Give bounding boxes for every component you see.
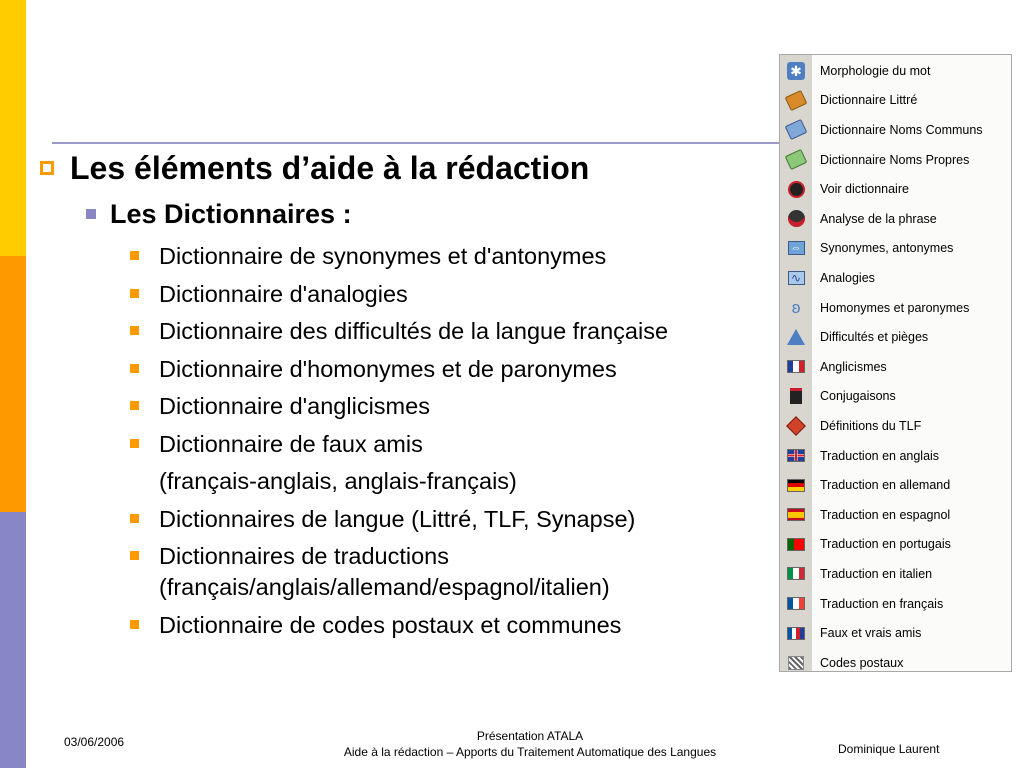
list-item-text: Dictionnaire de synonymes et d'antonymes [159,243,607,269]
warning-icon [787,328,805,346]
list-item-text: Dictionnaires de langue (Littré, TLF, Synapse) [159,506,636,532]
snowflake-icon: ✱ [787,62,805,80]
book-blue-icon [787,121,805,139]
menu-item-synonymes[interactable]: ⇔ Synonymes, antonymes [780,234,1012,264]
menu-item-analogies[interactable]: ∿ Analogies [780,263,1012,293]
list-item [130,391,430,422]
hollow-square-bullet-icon [40,161,54,175]
menu-item-noms-propres[interactable]: Dictionnaire Noms Propres [780,145,1012,175]
bullet-icon [130,439,139,448]
mixed-flags-icon [787,624,805,642]
bullet-icon [130,326,139,335]
bullet-icon [130,551,139,560]
menu-item-morphologie[interactable]: ✱ Morphologie du mot [780,56,1012,86]
footer-title-line1: Présentation ATALA [476,729,584,743]
menu-item-difficultes[interactable]: Difficultés et pièges [780,322,1012,352]
menu-item-anglicismes[interactable]: Anglicismes [780,352,1012,382]
heading-bullet-row [36,148,776,188]
slide-heading: Les éléments d’aide à la rédaction [70,149,590,186]
subheading-bullet-row [86,196,352,232]
menu-item-faux-amis[interactable]: Faux et vrais amis [780,618,1012,648]
side-strip-yellow [0,0,26,256]
uk-flag-icon [787,447,805,465]
side-strip-blue [0,512,26,768]
german-flag-icon [787,476,805,494]
bullet-icon [130,620,139,629]
book-green-icon [787,151,805,169]
menu-item-voir-dictionnaire[interactable]: Voir dictionnaire [780,174,1012,204]
menu-item-littre[interactable]: Dictionnaire Littré [780,86,1012,116]
italian-flag-icon [787,565,805,583]
menu-item-conjugaisons[interactable]: Conjugaisons [780,382,1012,412]
bullet-icon [130,251,139,260]
diamond-book-icon [787,417,805,435]
list-item-text: Dictionnaires de traductions [159,543,449,569]
list-item [130,279,408,310]
menu-item-anglais[interactable]: Traduction en anglais [780,441,1012,471]
list-item-continuation: (français-anglais, anglais-français) [159,468,517,494]
menu-item-espagnol[interactable]: Traduction en espagnol [780,500,1012,530]
menu-item-tlf[interactable]: Définitions du TLF [780,411,1012,441]
portuguese-flag-icon [787,535,805,553]
bug-icon [787,210,805,228]
side-strip-orange [0,256,26,512]
menu-item-allemand[interactable]: Traduction en allemand [780,470,1012,500]
menu-item-noms-communs[interactable]: Dictionnaire Noms Communs [780,115,1012,145]
slide-subheading: Les Dictionnaires : [110,198,352,229]
list-item [130,241,606,272]
bullet-icon [130,289,139,298]
bullet-icon [130,401,139,410]
arrows-icon: ⇔ [787,239,805,257]
dictionary-context-menu [779,54,1012,672]
list-item [130,354,617,385]
list-item-text: Dictionnaire d'homonymes et de paronymes [159,356,617,382]
footer-title-line2: Aide à la rédaction – Apports du Traitement Automatique des Langues [343,745,717,759]
menu-item-italien[interactable]: Traduction en italien [780,559,1012,589]
footer-title [300,728,760,760]
french-flag-icon [787,595,805,613]
list-item [130,504,635,535]
character-icon [787,180,805,198]
figure-icon [787,387,805,405]
menu-item-homonymes[interactable]: ʚ Homonymes et paronymes [780,293,1012,323]
bullet-icon [130,514,139,523]
list-item [130,429,423,460]
footer-date: 03/06/2006 [64,735,125,749]
title-divider [52,142,780,144]
flags-icon [787,358,805,376]
menu-item-codes-postaux[interactable]: Codes postaux [780,648,1012,672]
list-item-continuation: (français/anglais/allemand/espagnol/italien) [159,574,610,600]
menu-item-francais[interactable]: Traduction en français [780,589,1012,619]
list-item-text: Dictionnaire de codes postaux et communes [159,612,622,638]
list-item-text: Dictionnaire d'anglicismes [159,393,430,419]
ear-icon: ʚ [791,297,801,317]
footer-author: Dominique Laurent [838,742,940,756]
list-item-text: Dictionnaire de faux amis [159,431,423,457]
book-orange-icon [787,91,805,109]
menu-item-portugais[interactable]: Traduction en portugais [780,530,1012,560]
wave-icon: ∿ [787,269,805,287]
list-item-text: Dictionnaire des difficultés de la langue française [159,318,669,344]
spanish-flag-icon [787,506,805,524]
postal-icon [787,654,805,672]
menu-item-analyse[interactable]: Analyse de la phrase [780,204,1012,234]
list-item [130,316,668,347]
list-item-text: Dictionnaire d'analogies [159,281,408,307]
square-bullet-icon [86,209,96,219]
list-item [130,610,621,641]
bullet-icon [130,364,139,373]
list-item [130,541,449,572]
